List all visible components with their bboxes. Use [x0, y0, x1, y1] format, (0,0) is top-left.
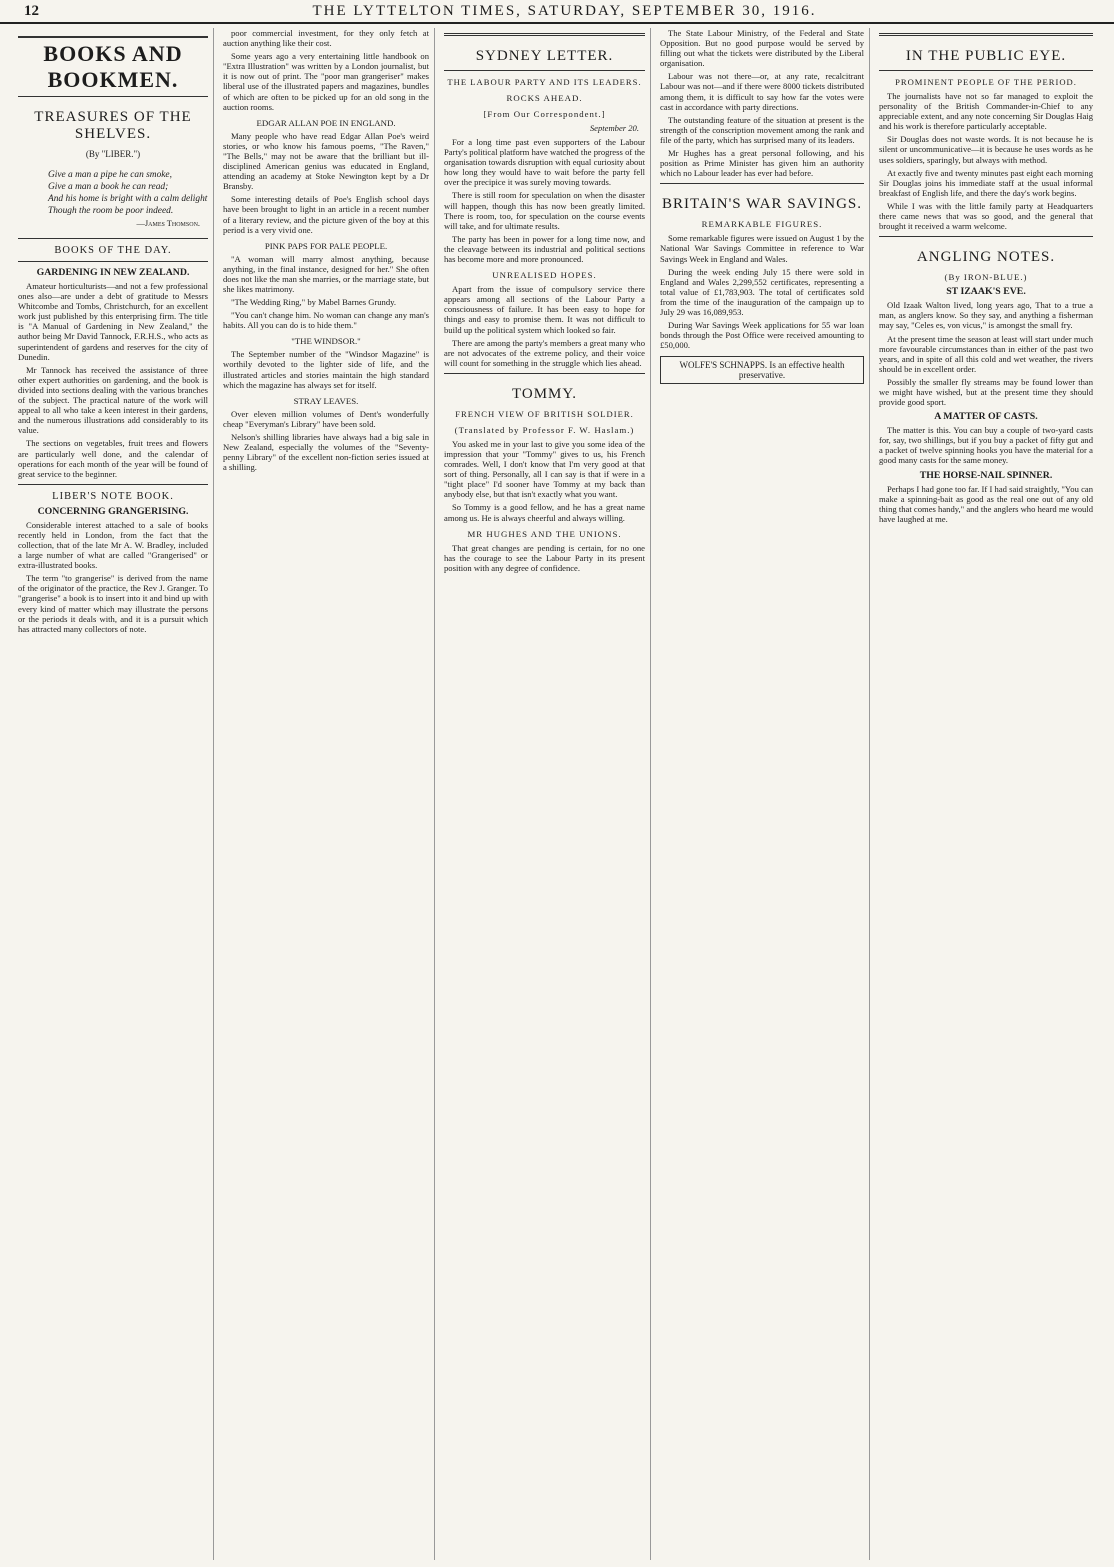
article-paragraph: For a long time past even supporters of the Labour Party's political platform have watched the progress of the organisation towards disruption with equal curiosity about how long they would have to wait before the party fell over the precipice it was surely moving towards.: [444, 137, 645, 188]
article-paragraph: Perhaps I had gone too far. If I had said straightly, "You can make a spinning-bait as good as the real one out of any old thing that comes handy," and the anglers who heard me would have laughed at me.: [879, 483, 1093, 524]
poem-line: Though the room be poor indeed.: [48, 206, 174, 216]
labour-party-heading: THE LABOUR PARTY AND ITS LEADERS.: [447, 77, 642, 87]
masthead: [0, 0, 1114, 24]
article-paragraph: Some remarkable figures were issued on August 1 by the National War Savings Committee in reference to War Savings Week in England and Wales.: [660, 233, 864, 264]
article-paragraph: The term "to grangerise" is derived from the name of the originator of the practice, the Rev J. Granger. To "grangerise" a book is to insert into it and bind up with every kind of matter which may illustrate the persons or the periods it deals with, and it is a pursuit which has attracted many collectors of note.: [18, 573, 208, 634]
liber-note-book-heading: LIBER'S NOTE BOOK.: [52, 490, 174, 502]
remarkable-figures-heading: REMARKABLE FIGURES.: [701, 219, 823, 230]
article-paragraph: "A woman will marry almost anything, because anything, in the final instance, designed for her." She often does not like the man she marries, or the marriage state, but she likes matrimony.: [223, 253, 429, 294]
article-paragraph: Some years ago a very entertaining little handbook on "Extra Illustration" was written by a London journalist, but it is now out of print. The "poor man grangeriser" makes liberal use of the illustrated papers and magazines, bundles of which are often to be picked up for an old song in the auction rooms.: [223, 51, 429, 112]
article-paragraph: You asked me in your last to give you some idea of the impression that your "Tommy" gives to us, his French comrades. Well, I don't know that I'm very good at that sort of thing. Personally, all I can say is that if were in a "tight place" I'd sooner have Tommy at my back than anybody else, but that isn't exactly what you want.: [444, 438, 645, 500]
article-paragraph: Old Izaak Walton lived, long years ago, That to a true a man, as anglers know. So they say, and anything a fisherman may say, "Celes es, von vicus," is amongst the small fry.: [879, 300, 1093, 331]
st-izaak-heading: ST IZAAK'S EVE.: [946, 286, 1026, 298]
poem-line: And his home is bright with a calm delight: [48, 194, 208, 204]
article-paragraph: That great changes are pending is certain, for no one has the courage to see the Labour Party in its present position with any degree of confidence.: [444, 542, 645, 573]
rocks-ahead-heading: ROCKS AHEAD.: [506, 93, 583, 103]
article-paragraph: Mr Hughes has a great personal following, and his position as Prime Minister has given him an authority which no Labour leader has ever had before.: [660, 148, 864, 179]
divider: [879, 33, 1093, 36]
poe-heading: EDGAR ALLAN POE IN ENGLAND.: [256, 117, 396, 128]
article-paragraph: Apart from the issue of compulsory service there appears among all sections of the Labour Party a consciousness of failure. It has been easy to hope for things and easy to promise them. It was not difficult to build up the political system which looked so fair.: [444, 284, 645, 335]
article-paragraph: At exactly five and twenty minutes past eight each morning Sir Douglas joins his immediate staff at the usual informal breakfast of English life, and there the day's work begins.: [879, 167, 1093, 198]
column-1: [18, 28, 214, 1560]
divider: [879, 236, 1093, 237]
divider: [18, 238, 208, 239]
paper-title: THE LYTTELTON TIMES, SATURDAY, SEPTEMBER 30, 1916.: [312, 2, 817, 19]
stray-leaves-heading: STRAY LEAVES.: [293, 395, 359, 406]
article-paragraph: The party has been in power for a long time now, and the cleavage between its industrial and political sections has become more and more pronounced.: [444, 233, 645, 265]
unrealised-hopes-heading: UNREALISED HOPES.: [492, 270, 597, 281]
windsor-heading: "THE WINDSOR.": [291, 336, 361, 347]
article-paragraph: The sections on vegetables, fruit trees and flowers are particularly well done, and the calendar of operations for each month of the year will be found of great service to the beginner.: [18, 438, 208, 479]
article-paragraph: The September number of the "Windsor Magazine" is worthily devoted to the lighter side of life, and the illustrated articles and stories maintain the high standard which the magazine has always set for itself.: [223, 349, 429, 390]
article-paragraph: At the present time the season at least will start under much more favourable circumstances than in either of the past two years, and in spite of all this cold and wet weather, the rivers should be in excellent order.: [879, 333, 1093, 374]
sydney-letter-heading: SYDNEY LETTER.: [475, 48, 614, 64]
article-paragraph: There are among the party's members a great many who are not advocates of the extreme policy, and their voice will count for something in the struggle which lies ahead.: [444, 337, 645, 368]
article-paragraph: During War Savings Week applications for 55 war loan bonds through the Post Office were received amounting to £50,000.: [660, 320, 864, 351]
column-3: [444, 28, 651, 1560]
article-paragraph: The outstanding feature of the situation at present is the strength of the conscription movement among the rank and file of the party, which has surprised many of its leaders.: [660, 114, 864, 145]
article-paragraph: Some interesting details of Poe's English school days have been brought to light in an article in a recent number of a literary review, and the picture given of the boy at this period is a very vivid one.: [223, 194, 429, 235]
divider: [444, 373, 645, 374]
books-of-the-day-heading: BOOKS OF THE DAY.: [54, 245, 172, 256]
article-paragraph: poor commercial investment, for they only fetch at auction anything like their cost.: [223, 28, 429, 49]
gardening-heading: GARDENING IN NEW ZEALAND.: [36, 267, 190, 278]
dateline: September 20.: [589, 123, 639, 133]
angling-byline: (By IRON-BLUE.): [944, 272, 1028, 283]
article-paragraph: While I was with the little family party at Headquarters there came news that was so good, and the general that brought it received a warm welcome.: [879, 200, 1093, 232]
column-5: [879, 28, 1098, 1560]
article-paragraph: During the week ending July 15 there were sold in England and Wales 2,299,552 certificates, representing a total value of £1,783,903. The total of certificates sold from the time of the inauguration of the campaign up to July 29 was 16,089,953.: [660, 266, 864, 317]
article-paragraph: "The Wedding Ring," by Mabel Barnes Grundy.: [231, 297, 397, 308]
newspaper-columns: [18, 28, 1098, 1560]
article-paragraph: "You can't change him. No woman can change any man's habits. All you can do is to hide them.": [223, 310, 429, 331]
war-savings-heading: BRITAIN'S WAR SAVINGS.: [661, 196, 863, 213]
books-and-bookmen-heading: BOOKS AND BOOKMEN.: [18, 36, 208, 97]
divider: [444, 33, 645, 36]
poem: [48, 169, 208, 217]
prominent-people-heading: PROMINENT PEOPLE OF THE PERIOD.: [895, 77, 1077, 87]
poem-line: Give a man a pipe he can smoke,: [48, 170, 172, 180]
tommy-heading: TOMMY.: [511, 385, 578, 402]
angling-notes-heading: ANGLING NOTES.: [916, 249, 1056, 266]
article-paragraph: Amateur horticulturists—and not a few professional ones also—are under a debt of gratitude to Messrs Whitcombe and Tombs, Christchurch, for an excellent work just published by this enterprising firm. The title is "A Manual of Gardening in New Zealand," the author being Mr David Tannock, F.R.H.S., who acts as superintendent of gardens and reserves for the city of Dunedin.: [18, 281, 208, 362]
schnapps-advertisement: WOLFE'S SCHNAPPS. Is an effective health preservative.: [660, 356, 864, 384]
poem-attribution: —James Thomson.: [136, 219, 200, 228]
article-paragraph: Sir Douglas does not waste words. It is not because he is silent or uncommunicative—it is because he uses words as he uses soldiers, sparingly, but always with method.: [879, 134, 1093, 165]
divider: [660, 183, 864, 184]
article-paragraph: The journalists have not so far managed to exploit the personality of the British Commander-in-Chief to any appreciable extent, and any note concerning Sir Douglas Haig and his work is therefore particularly acceptable.: [879, 91, 1093, 132]
divider: [18, 484, 208, 485]
horse-nail-spinner-heading: THE HORSE-NAIL SPINNER.: [919, 469, 1053, 481]
article-paragraph: Mr Tannock has received the assistance of three other expert authorities on gardening, and the book is divided into sections dealing with the various branches of the subject. The practical nature of the work will appeal to all who take a keen interest in their gardens, and the numerous illustrations add considerably to its value.: [18, 364, 208, 436]
tommy-subheading: FRENCH VIEW OF BRITISH SOLDIER.: [455, 408, 634, 419]
article-paragraph: So Tommy is a good fellow, and he has a great name among us. He is always cheerful and always willing.: [444, 502, 645, 523]
treasures-heading: TREASURES OF THE SHELVES.: [34, 109, 192, 142]
divider: [879, 70, 1093, 71]
article-paragraph: Possibly the smaller fly streams may be found lower than we might have wished, but at the present time they should provide good sport.: [879, 376, 1093, 408]
translator-note: (Translated by Professor F. W. Haslam.): [454, 424, 635, 435]
pink-paps-heading: PINK PAPS FOR PALE PEOPLE.: [264, 240, 388, 251]
article-paragraph: Labour was not there—or, at any rate, recalcitrant Labour was not—and if there were 8000 tickets distributed among them, it is difficult to say how far the votes were cast in accordance with party directions.: [660, 71, 864, 112]
matter-of-casts-heading: A MATTER OF CASTS.: [934, 411, 1038, 423]
grangerising-heading: CONCERNING GRANGERISING.: [37, 505, 189, 517]
article-paragraph: Over eleven million volumes of Dent's wonderfully cheap "Everyman's Library" have been sold.: [223, 408, 429, 429]
article-paragraph: There is still room for speculation on when the disaster will happen, though this has now been greatly limited. There is room, too, for speculation on the course events will take, and for ultimate results.: [444, 190, 645, 231]
article-paragraph: The matter is this. You can buy a couple of two-yard casts for, say, two shillings, but if you buy a packet of fifty gut and a packet of twelve spinning hooks you have the material for a good many casts for the same money.: [879, 425, 1093, 466]
unions-heading: MR HUGHES AND THE UNIONS.: [467, 528, 622, 539]
byline: (By "LIBER."): [85, 149, 141, 159]
article-paragraph: Many people who have read Edgar Allan Poe's weird stories, or who know his famous poems, "The Raven," "The Bells," may not be aware that the brilliant but ill-disciplined American genius was educated in England, attending an academy at Stoke Newington kept by a Dr Bransby.: [223, 130, 429, 192]
divider: [444, 70, 645, 71]
column-2: [223, 28, 435, 1560]
article-paragraph: Nelson's shilling libraries have always had a big sale in New Zealand, especially the volumes of the "Seventy-penny Library" of the excellent non-fiction series issued at a shilling.: [223, 431, 429, 473]
poem-line: Give a man a book he can read;: [48, 182, 169, 192]
article-paragraph: Considerable interest attached to a sale of books recently held in London, from the fact that the collection, that of the late Mr A. W. Bradley, included a large number of what are called "Grangerised" or extra-illustrated books.: [18, 519, 208, 571]
source-note: [From Our Correspondent.]: [483, 109, 606, 119]
public-eye-heading: IN THE PUBLIC EYE.: [905, 48, 1067, 64]
column-4: [660, 28, 870, 1560]
article-paragraph: The State Labour Ministry, of the Federal and State Opposition. But no good purpose would be served by filling out what the tickets were distributed by the Liberal organisation.: [660, 28, 864, 69]
page-number: 12: [24, 2, 39, 19]
divider: [18, 261, 208, 262]
